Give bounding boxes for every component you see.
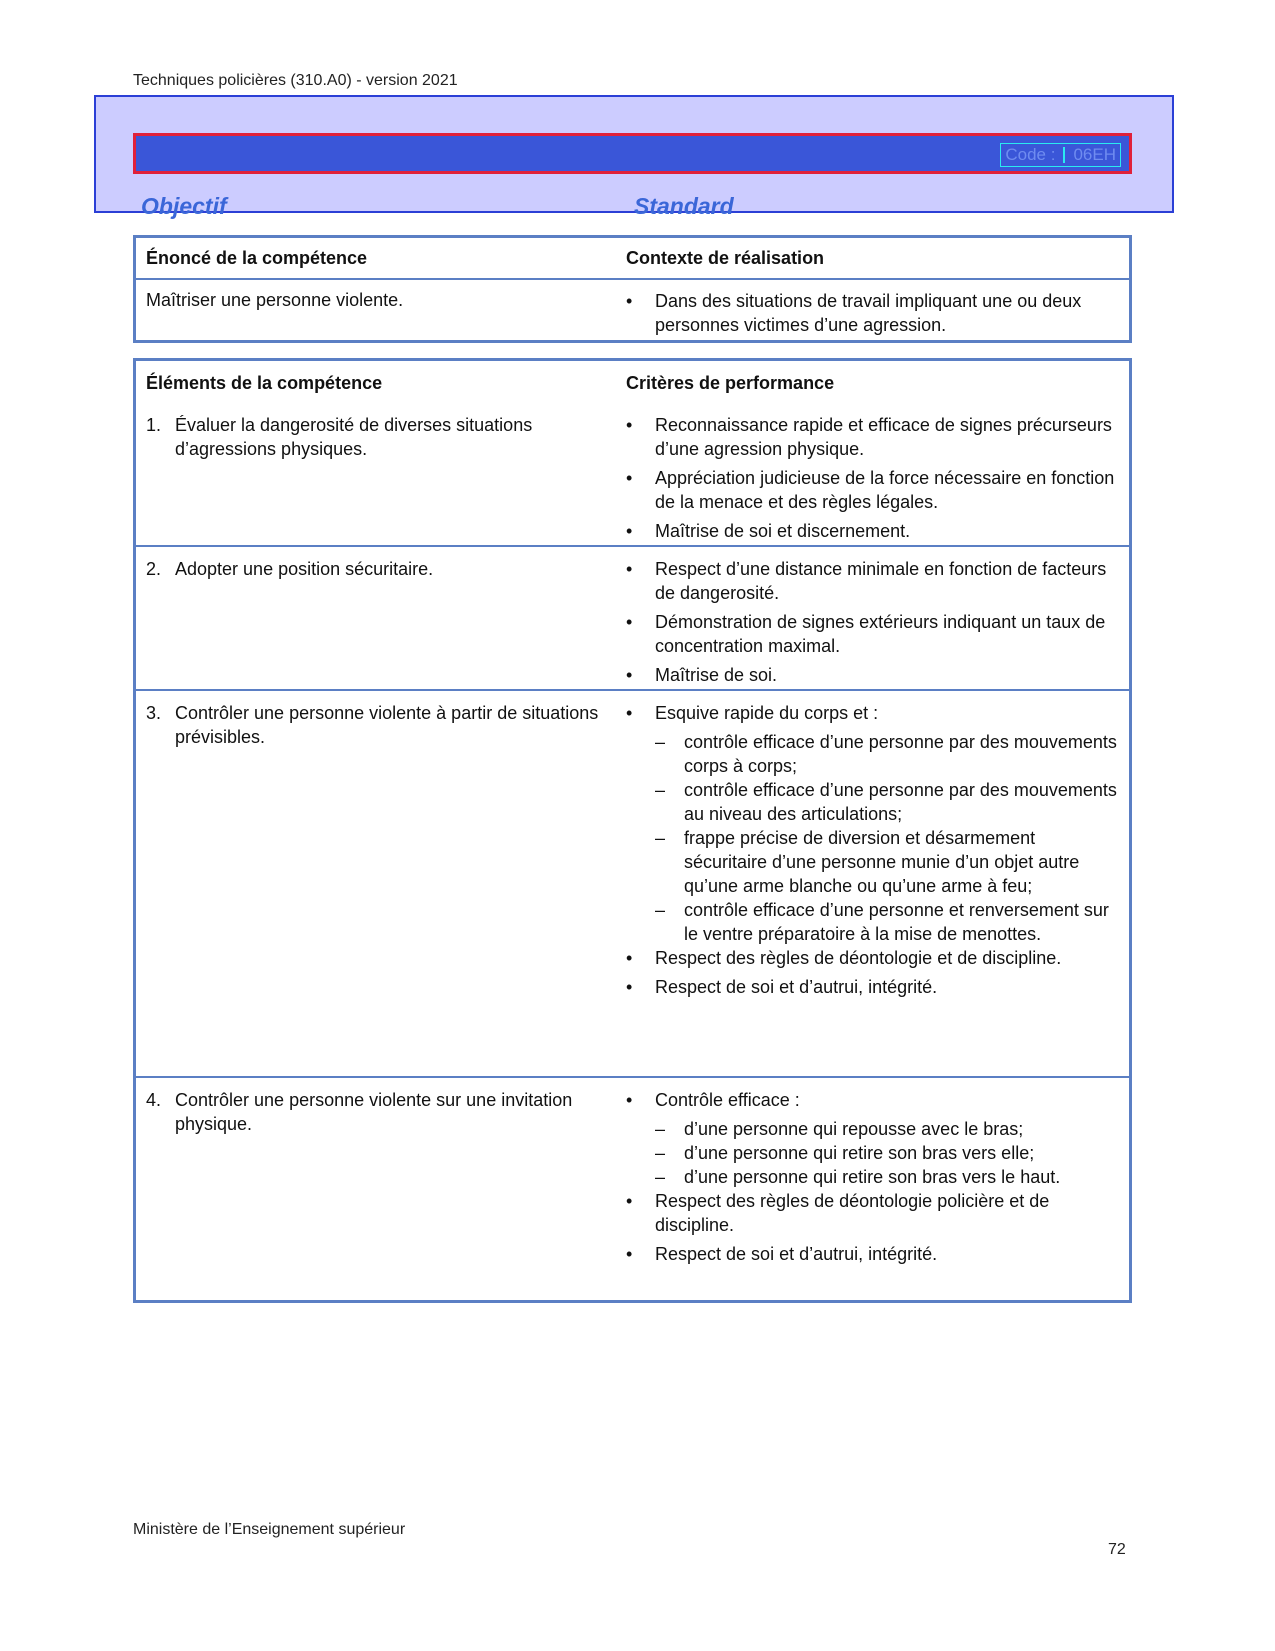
dash-icon: – [655, 1167, 666, 1187]
criterion-text: Respect de soi et d’autrui, intégrité. [655, 1244, 938, 1264]
contexte-text: Dans des situations de travail impliquant une ou deux personnes victimes d’une agression. [655, 291, 1082, 335]
table-row [136, 545, 1129, 689]
list-item [626, 1189, 1117, 1237]
criterion-text: Reconnaissance rapide et efficace de signes précurseurs d’une agression physique. [655, 415, 1112, 459]
bullet-icon: • [626, 1244, 633, 1264]
code-value: 06EH [1073, 145, 1116, 164]
sub-list-item [655, 898, 1117, 946]
standard-heading: Standard [634, 193, 734, 219]
list-item [626, 1088, 1117, 1112]
criterion-text: Maîtrise de soi et discernement. [655, 521, 911, 541]
element-text: Évaluer la dangerosité de diverses situations d’agressions physiques. [175, 415, 533, 459]
dash-icon: – [655, 828, 666, 848]
sub-criterion-text: d’une personne qui repousse avec le bras; [684, 1119, 1024, 1139]
list-item [626, 975, 1117, 999]
table-row [136, 1076, 1129, 1300]
list-item [626, 701, 1117, 725]
sub-list-item [655, 730, 1117, 778]
list-item [626, 519, 1117, 543]
code-label: Code : [1005, 145, 1056, 164]
element-number: 4. [146, 1090, 162, 1110]
code-field [1000, 143, 1121, 167]
criterion-text: Esquive rapide du corps et : [655, 703, 879, 723]
footer-ministry: Ministère de l’Enseignement supérieur [133, 1521, 406, 1538]
element-number: 2. [146, 559, 162, 579]
bullet-icon: • [626, 559, 633, 579]
objectif-heading: Objectif [141, 193, 227, 219]
element-text: Contrôler une personne violente à partir de situations prévisibles. [175, 703, 599, 747]
document-header: Techniques policières (310.A0) - version 2021 [133, 72, 458, 89]
criterion-text: Contrôle efficace : [655, 1090, 800, 1110]
bullet-icon: • [626, 468, 633, 488]
criteria-list [626, 1078, 1129, 1266]
criterion-text: Démonstration de signes extérieurs indiquant un taux de concentration maximal. [655, 612, 1106, 656]
sub-list-item [655, 1141, 1117, 1165]
criteres-header: Critères de performance [626, 373, 835, 393]
competence-content-row [136, 278, 1129, 340]
dash-icon: – [655, 1143, 666, 1163]
sub-criterion-text: d’une personne qui retire son bras vers elle; [684, 1143, 1035, 1163]
bullet-icon: • [626, 703, 633, 723]
competence-table [133, 235, 1132, 343]
elements-rows [136, 403, 1129, 1300]
sub-criterion-text: contrôle efficace d’une personne par des mouvements corps à corps; [684, 732, 1117, 776]
sub-list-item [655, 826, 1117, 898]
code-bar [133, 133, 1132, 174]
bullet-icon: • [626, 521, 633, 541]
element-item [146, 557, 616, 581]
elements-header-row [136, 361, 1129, 403]
criteria-list [626, 547, 1129, 687]
dash-icon: – [655, 1119, 666, 1139]
enonce-text: Maîtriser une personne violente. [146, 290, 404, 310]
criteria-list [626, 691, 1129, 999]
elements-header: Éléments de la compétence [146, 373, 383, 393]
bullet-icon: • [626, 948, 633, 968]
element-number: 3. [146, 703, 162, 723]
list-item [626, 289, 1117, 337]
criterion-text: Respect des règles de déontologie policière et de discipline. [655, 1191, 1050, 1235]
list-item [626, 413, 1117, 461]
bullet-icon: • [626, 1090, 633, 1110]
sub-criterion-text: contrôle efficace d’une personne par des mouvements au niveau des articulations; [684, 780, 1117, 824]
bullet-icon: • [626, 1191, 633, 1211]
element-text: Adopter une position sécuritaire. [175, 559, 434, 579]
list-item [626, 466, 1117, 514]
criterion-text: Respect des règles de déontologie et de discipline. [655, 948, 1062, 968]
bullet-icon: • [626, 612, 633, 632]
element-number: 1. [146, 415, 162, 435]
list-item [626, 663, 1117, 687]
element-text: Contrôler une personne violente sur une invitation physique. [175, 1090, 573, 1134]
criteria-list [626, 403, 1129, 543]
bullet-icon: • [626, 977, 633, 997]
contexte-list [626, 280, 1129, 337]
list-item [626, 1242, 1117, 1266]
code-separator [1063, 147, 1065, 163]
element-item [146, 701, 616, 749]
competence-header-row [136, 238, 1129, 278]
criterion-text: Respect de soi et d’autrui, intégrité. [655, 977, 938, 997]
table-row [136, 403, 1129, 545]
contexte-header: Contexte de réalisation [626, 248, 825, 268]
criterion-text: Respect d’une distance minimale en fonction de facteurs de dangerosité. [655, 559, 1107, 603]
sub-criterion-text: frappe précise de diversion et désarmement sécuritaire d’une personne munie d’un objet autre qu’une arme blanche ou qu’une arme à feu; [684, 828, 1080, 896]
dash-icon: – [655, 900, 666, 920]
dash-icon: – [655, 732, 666, 752]
sub-criterion-text: d’une personne qui retire son bras vers le haut. [684, 1167, 1061, 1187]
dash-icon: – [655, 780, 666, 800]
list-item [626, 946, 1117, 970]
element-item [146, 1088, 616, 1136]
criterion-text: Maîtrise de soi. [655, 665, 778, 685]
sub-list-item [655, 1117, 1117, 1141]
list-item [626, 557, 1117, 605]
sub-list-item [655, 1165, 1117, 1189]
table-row [136, 689, 1129, 1076]
bullet-icon: • [626, 291, 633, 311]
bullet-icon: • [626, 665, 633, 685]
sub-list-item [655, 778, 1117, 826]
enonce-header: Énoncé de la compétence [146, 248, 368, 268]
list-item [626, 610, 1117, 658]
page-number: 72 [1108, 1541, 1126, 1558]
element-item [146, 413, 616, 461]
bullet-icon: • [626, 415, 633, 435]
elements-table [133, 358, 1132, 1303]
sub-criterion-text: contrôle efficace d’une personne et renversement sur le ventre préparatoire à la mise de menottes. [684, 900, 1109, 944]
criterion-text: Appréciation judicieuse de la force nécessaire en fonction de la menace et des règles légales. [655, 468, 1115, 512]
